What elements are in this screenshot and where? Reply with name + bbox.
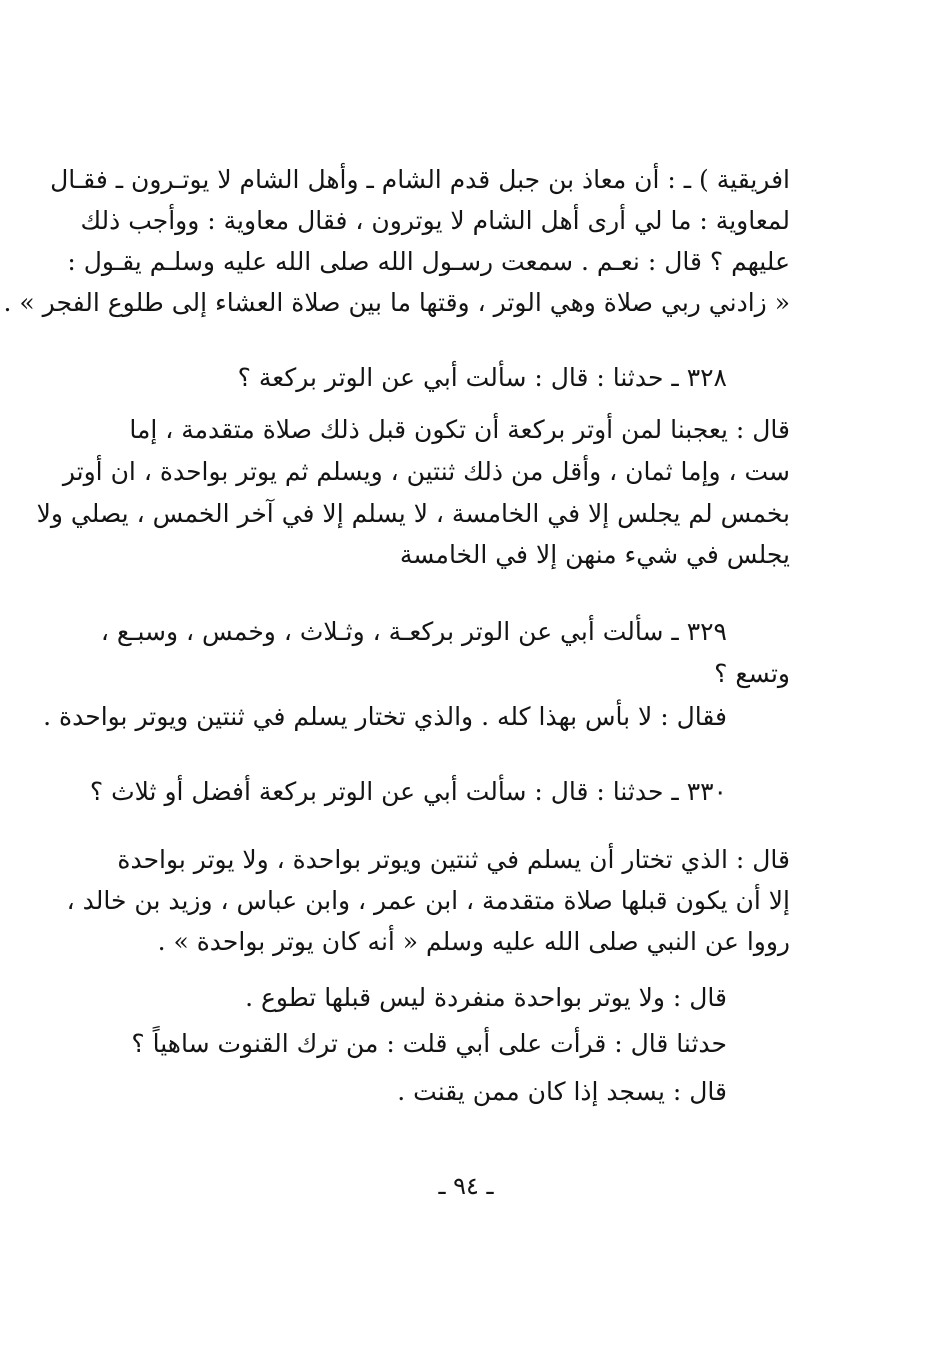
text-line: رووا عن النبي صلى الله عليه وسلم « أنه كان يوتر بواحدة » . — [157, 927, 790, 956]
question-330: ٣٣٠ ـ حدثنا : قال : سألت أبي عن الوتر بركعة أفضل أو ثلاث ؟ — [89, 777, 727, 806]
text-line: قال : يعجبنا لمن أوتر بركعة أن تكون قبل ذلك صلاة متقدمة ، إما — [129, 415, 790, 444]
text-line: حدثنا قال : قرأت على أبي قلت : من ترك القنوت ساهياً ؟ — [131, 1029, 727, 1058]
text-line: إلا أن يكون قبلها صلاة متقدمة ، ابن عمر ، وابن عباس ، وزيد بن خالد ، — [66, 886, 790, 915]
text-line: قال : ولا يوتر بواحدة منفردة ليس قبلها تطوع . — [245, 983, 727, 1012]
text-line: بخمس لم يجلس إلا في الخامسة ، لا يسلم إلا في آخر الخمس ، يصلي ولا — [36, 499, 790, 528]
text-line: يجلس في شيء منهن إلا في الخامسة — [399, 540, 790, 569]
text-line: عليهم ؟ قال : نعـم . سمعت رسـول الله صلى الله عليه وسلـم يقـول : — [67, 247, 790, 276]
text-line: « زادني ربي صلاة وهي الوتر ، وقتها ما بين صلاة العشاء إلى طلوع الفجر » . — [3, 288, 790, 317]
question-329: ٣٢٩ ـ سألت أبي عن الوتر بركعـة ، وثـلاث ، وخمس ، وسبـع ، — [100, 617, 727, 646]
text-line: ست ، وإما ثمان ، وأقل من ذلك ثنتين ، ويسلم ثم يوتر بواحدة ، ان أوتر — [62, 457, 790, 486]
question-328: ٣٢٨ ـ حدثنا : قال : سألت أبي عن الوتر بركعة ؟ — [237, 363, 727, 392]
page-number: ـ ٩٤ ـ — [438, 1172, 494, 1200]
text-line: وتسع ؟ — [714, 659, 790, 688]
text-line: افريقية ) ـ : أن معاذ بن جبل قدم الشام ـ وأهل الشام لا يوتـرون ـ فقـال — [50, 165, 790, 194]
text-line: لمعاوية : ما لي أرى أهل الشام لا يوترون ، فقال معاوية : ووأجب ذلك — [80, 206, 790, 235]
text-line: قال : يسجد إذا كان ممن يقنت . — [397, 1077, 727, 1106]
answer-329: فقال : لا بأس بهذا كله . والذي تختار يسلم في ثنتين ويوتر بواحدة . — [43, 702, 727, 731]
text-line: قال : الذي تختار أن يسلم في ثنتين ويوتر بواحدة ، ولا يوتر بواحدة — [117, 845, 790, 874]
